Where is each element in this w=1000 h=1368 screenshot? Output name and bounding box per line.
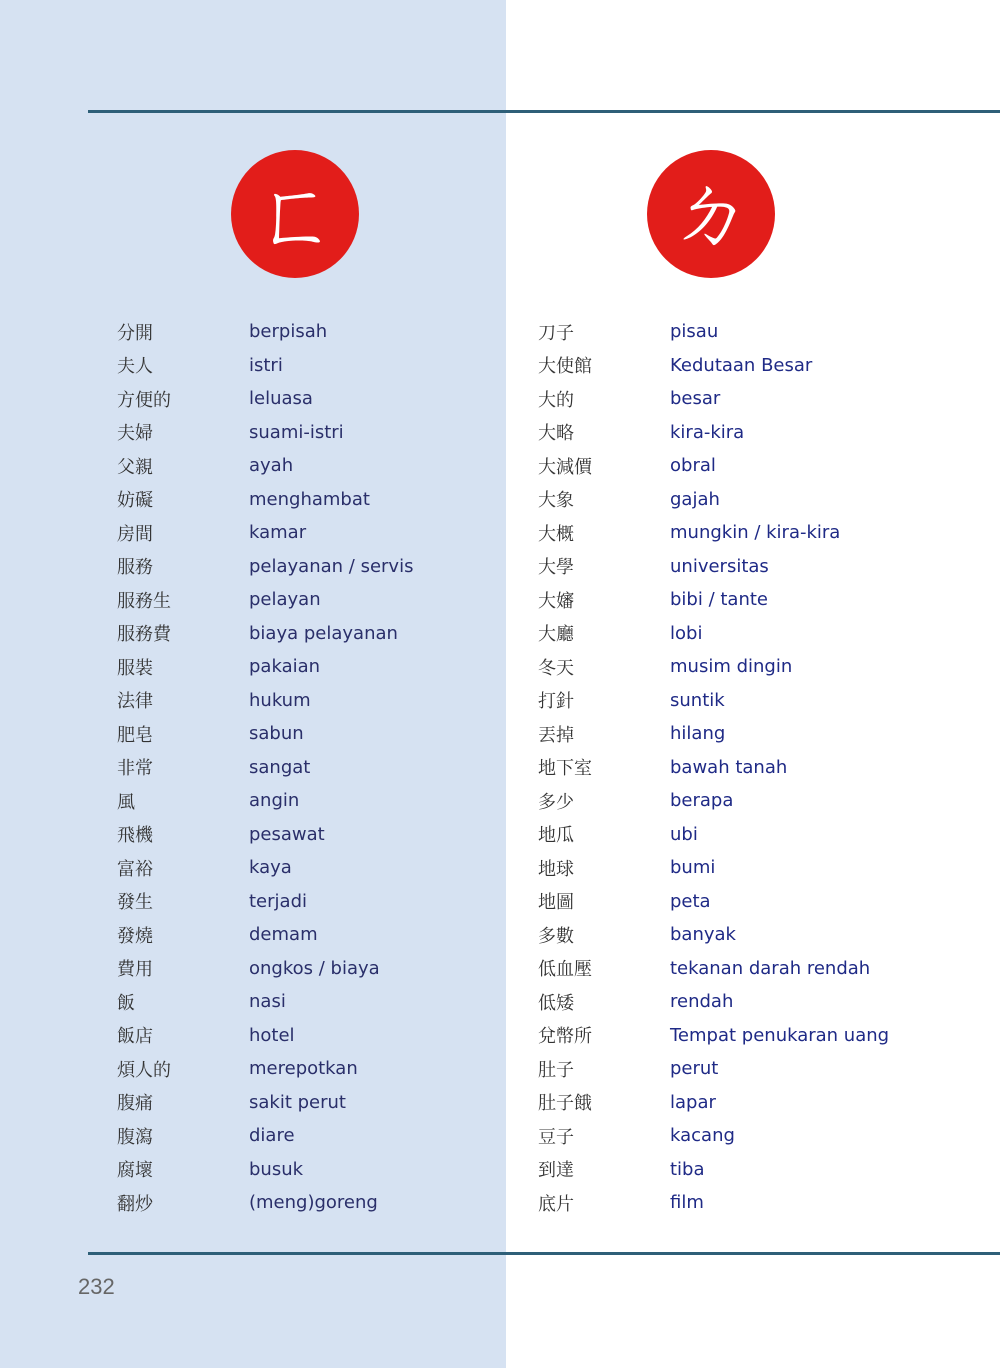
page-number: 232 [78,1274,115,1299]
indonesian-translation: demam [249,924,318,946]
indonesian-translation: bibi / tante [670,589,768,611]
indonesian-translation: menghambat [249,488,370,510]
chinese-term: 飛機 [117,825,153,847]
vocab-row [538,885,889,919]
indonesian-translation: perut [670,1058,719,1080]
vocab-list-right [538,315,889,1220]
indonesian-translation: berpisah [249,321,328,343]
chinese-term: 大學 [538,557,574,579]
vocab-row [538,1186,889,1220]
chinese-term: 大廳 [538,624,574,646]
indonesian-translation: tekanan darah rendah [670,957,871,979]
vocab-row [117,1019,413,1053]
chinese-term: 法律 [117,691,153,713]
vocab-row [538,1119,889,1153]
indonesian-translation: kira-kira [670,421,745,443]
chinese-term: 風 [117,791,135,813]
indonesian-translation: pelayan [249,589,321,611]
chinese-term: 飯店 [117,1026,153,1048]
vocab-row [117,516,413,550]
vocab-row [538,483,889,517]
vocab-row [117,1186,413,1220]
indonesian-translation: bawah tanah [670,756,788,778]
chinese-term: 肚子 [538,1059,574,1081]
vocab-row [117,985,413,1019]
indonesian-translation: banyak [670,924,736,946]
vocab-row [117,851,413,885]
indonesian-translation: gajah [670,488,720,510]
vocab-row [538,449,889,483]
indonesian-translation: musim dingin [670,656,793,678]
indonesian-translation: universitas [670,555,769,577]
indonesian-translation: lobi [670,622,703,644]
indonesian-translation: sangat [249,756,311,778]
chinese-term: 豆子 [538,1126,574,1148]
indonesian-translation: hotel [249,1024,295,1046]
indonesian-translation: biaya pelayanan [249,622,398,644]
chinese-term: 父親 [117,456,153,478]
indonesian-translation: besar [670,388,721,410]
chinese-term: 大概 [538,523,574,545]
chinese-term: 服務費 [117,624,171,646]
vocab-row [538,550,889,584]
vocab-row [117,717,413,751]
vocab-row [117,550,413,584]
vocab-row [538,1086,889,1120]
chinese-term: 底片 [538,1193,574,1215]
bottom-rule [88,1252,1000,1255]
vocab-row [538,315,889,349]
vocab-row [117,1153,413,1187]
chinese-term: 腐壞 [117,1160,153,1182]
chinese-term: 服務 [117,557,153,579]
vocab-row [117,483,413,517]
chinese-term: 多少 [538,791,574,813]
indonesian-translation: pisau [670,321,719,343]
vocab-list-left [117,315,413,1220]
chinese-term: 房間 [117,523,153,545]
indonesian-translation: ubi [670,823,698,845]
indonesian-translation: terjadi [249,890,307,912]
vocab-row [117,416,413,450]
indonesian-translation: leluasa [249,388,313,410]
vocab-row [117,315,413,349]
chinese-term: 地瓜 [538,825,574,847]
vocab-row [538,1019,889,1053]
chinese-term: 煩人的 [117,1059,171,1081]
chinese-term: 腹瀉 [117,1126,153,1148]
indonesian-translation: film [670,1192,704,1214]
vocab-row [538,349,889,383]
vocab-row [538,784,889,818]
vocab-row [538,851,889,885]
vocab-row [117,583,413,617]
vocab-row [538,952,889,986]
vocab-row [538,416,889,450]
indonesian-translation: (meng)goreng [249,1192,378,1214]
top-rule [88,110,1000,113]
vocab-row [538,382,889,416]
vocab-row [117,751,413,785]
chinese-term: 妨礙 [117,490,153,512]
vocab-row [538,650,889,684]
indonesian-translation: peta [670,890,711,912]
vocab-row [538,1052,889,1086]
chinese-term: 肚子餓 [538,1093,592,1115]
indonesian-translation: kacang [670,1125,735,1147]
vocab-row [538,1153,889,1187]
chinese-term: 地球 [538,858,574,880]
vocab-row [117,818,413,852]
indonesian-translation: pelayanan / servis [249,555,414,577]
vocab-row [538,985,889,1019]
chinese-term: 多數 [538,925,574,947]
chinese-term: 費用 [117,959,153,981]
chinese-term: 非常 [117,758,153,780]
vocab-row [538,684,889,718]
indonesian-translation: hilang [670,723,726,745]
indonesian-translation: obral [670,455,716,477]
indonesian-translation: pakaian [249,656,321,678]
chinese-term: 大象 [538,490,574,512]
chinese-term: 到達 [538,1160,574,1182]
indonesian-translation: bumi [670,857,716,879]
chinese-term: 大減價 [538,456,592,478]
chinese-term: 大略 [538,423,574,445]
vocab-row [538,617,889,651]
vocab-row [117,382,413,416]
vocab-row [117,885,413,919]
chinese-term: 發燒 [117,925,153,947]
vocab-row [538,751,889,785]
chinese-term: 飯 [117,992,135,1014]
indonesian-translation: Kedutaan Besar [670,354,813,376]
chinese-term: 分開 [117,322,153,344]
indonesian-translation: suami-istri [249,421,344,443]
indonesian-translation: kaya [249,857,292,879]
vocab-row [538,717,889,751]
chinese-term: 地圖 [538,892,574,914]
chinese-term: 夫婦 [117,423,153,445]
vocab-row [117,1119,413,1153]
vocab-row [117,349,413,383]
vocab-row [538,583,889,617]
indonesian-translation: hukum [249,689,311,711]
indonesian-translation: istri [249,354,283,376]
indonesian-translation: suntik [670,689,725,711]
vocab-row [117,952,413,986]
vocab-row [117,918,413,952]
chinese-term: 大嬸 [538,590,574,612]
vocab-row [117,1086,413,1120]
chinese-term: 腹痛 [117,1093,153,1115]
chinese-term: 兌幣所 [538,1026,592,1048]
vocab-row [538,918,889,952]
indonesian-translation: pesawat [249,823,325,845]
indonesian-translation: berapa [670,790,734,812]
chinese-term: 發生 [117,892,153,914]
indonesian-translation: lapar [670,1091,716,1113]
indonesian-translation: angin [249,790,300,812]
section-letter-badge-right: ㄉ [647,150,775,278]
vocab-row [117,1052,413,1086]
indonesian-translation: kamar [249,522,307,544]
chinese-term: 大的 [538,389,574,411]
chinese-term: 低矮 [538,992,574,1014]
indonesian-translation: busuk [249,1158,304,1180]
section-letter-badge-left: ㄈ [231,150,359,278]
vocab-row [117,449,413,483]
indonesian-translation: merepotkan [249,1058,358,1080]
chinese-term: 冬天 [538,657,574,679]
indonesian-translation: sakit perut [249,1091,346,1113]
vocab-row [117,617,413,651]
vocab-row [117,650,413,684]
chinese-term: 丟掉 [538,724,574,746]
indonesian-translation: ayah [249,455,294,477]
chinese-term: 刀子 [538,322,574,344]
vocab-row [117,684,413,718]
indonesian-translation: nasi [249,991,286,1013]
chinese-term: 服裝 [117,657,153,679]
chinese-term: 打針 [538,691,574,713]
vocab-row [117,784,413,818]
chinese-term: 低血壓 [538,959,592,981]
chinese-term: 肥皂 [117,724,153,746]
vocab-row [538,818,889,852]
indonesian-translation: diare [249,1125,295,1147]
indonesian-translation: Tempat penukaran uang [670,1024,890,1046]
chinese-term: 富裕 [117,858,153,880]
indonesian-translation: mungkin / kira-kira [670,522,841,544]
vocab-row [538,516,889,550]
indonesian-translation: tiba [670,1158,705,1180]
chinese-term: 翻炒 [117,1193,153,1215]
chinese-term: 方便的 [117,389,171,411]
indonesian-translation: sabun [249,723,304,745]
chinese-term: 服務生 [117,590,171,612]
chinese-term: 夫人 [117,356,153,378]
indonesian-translation: ongkos / biaya [249,957,380,979]
chinese-term: 地下室 [538,758,592,780]
indonesian-translation: rendah [670,991,734,1013]
chinese-term: 大使館 [538,356,592,378]
